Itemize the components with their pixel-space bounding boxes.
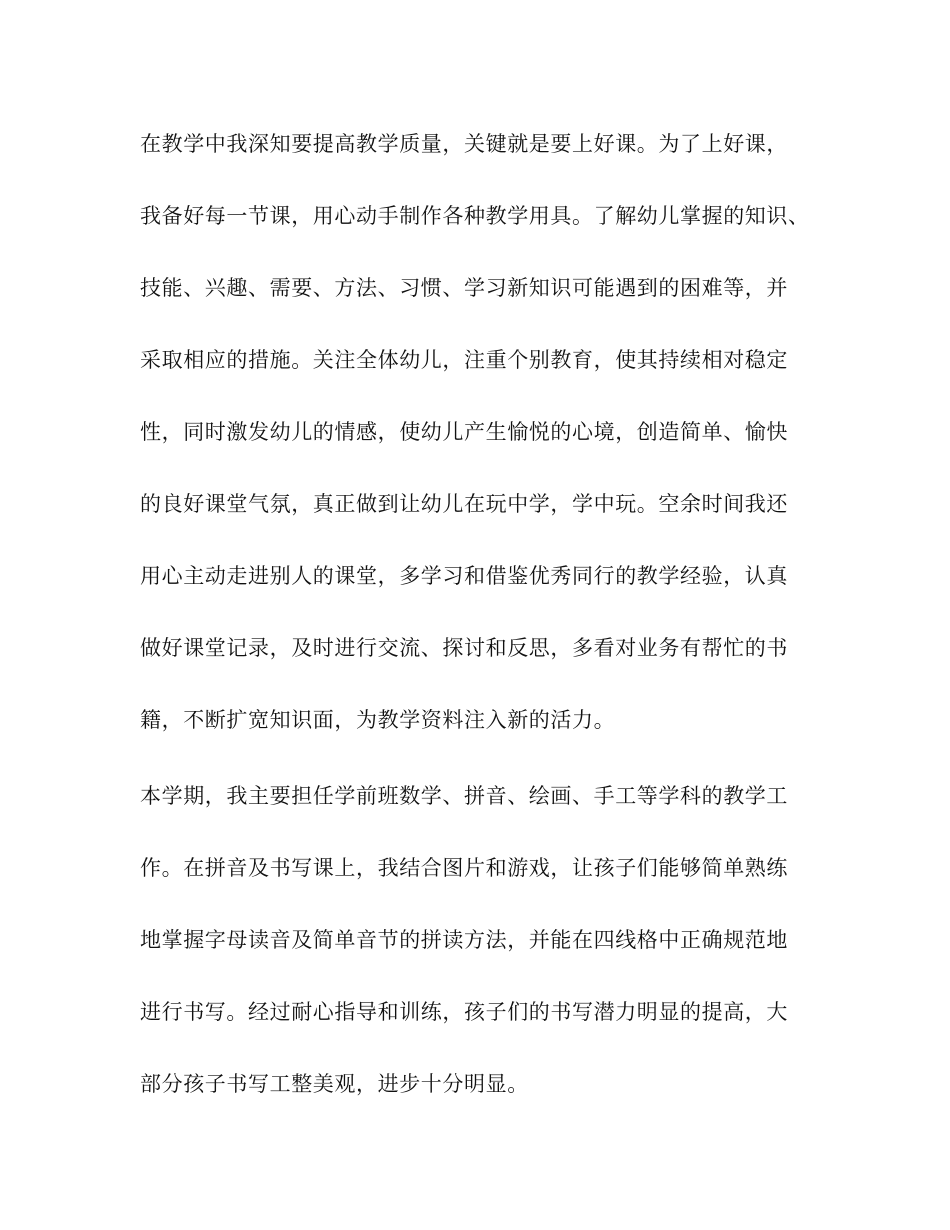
paragraph-line: 本学期，我主要担任学前班数学、拼音、绘画、手工等学科的教学工 (140, 784, 788, 808)
paragraph-line: 在教学中我深知要提高教学质量，关键就是要上好课。为了上好课， (140, 132, 788, 156)
paragraph-line: 我备好每一节课，用心动手制作各种教学用具。了解幼儿掌握的知识、 (140, 204, 810, 228)
paragraph-teaching-preparation (140, 108, 810, 756)
paragraph-semester-subjects (140, 760, 810, 1120)
paragraph-line: 进行书写。经过耐心指导和训练，孩子们的书写潜力明显的提高，大 (140, 1000, 788, 1024)
paragraph-line: 作。在拼音及书写课上，我结合图片和游戏，让孩子们能够简单熟练 (140, 856, 788, 880)
paragraph-line: 的良好课堂气氛，真正做到让幼儿在玩中学，学中玩。空余时间我还 (140, 492, 788, 516)
paragraph-line: 性，同时激发幼儿的情感，使幼儿产生愉悦的心境，创造简单、愉快 (140, 420, 788, 444)
paragraph-line: 籍，不断扩宽知识面，为教学资料注入新的活力。 (140, 708, 616, 732)
paragraph-line: 部分孩子书写工整美观，进步十分明显。 (140, 1072, 529, 1096)
paragraph-line: 做好课堂记录，及时进行交流、探讨和反思，多看对业务有帮忙的书 (140, 636, 788, 660)
paragraph-line: 技能、兴趣、需要、方法、习惯、学习新知识可能遇到的困难等，并 (140, 276, 788, 300)
paragraph-line: 用心主动走进别人的课堂，多学习和借鉴优秀同行的教学经验，认真 (140, 564, 788, 588)
paragraph-line: 采取相应的措施。关注全体幼儿，注重个别教育，使其持续相对稳定 (140, 348, 788, 372)
paragraph-line: 地掌握字母读音及简单音节的拼读方法，并能在四线格中正确规范地 (140, 928, 788, 952)
